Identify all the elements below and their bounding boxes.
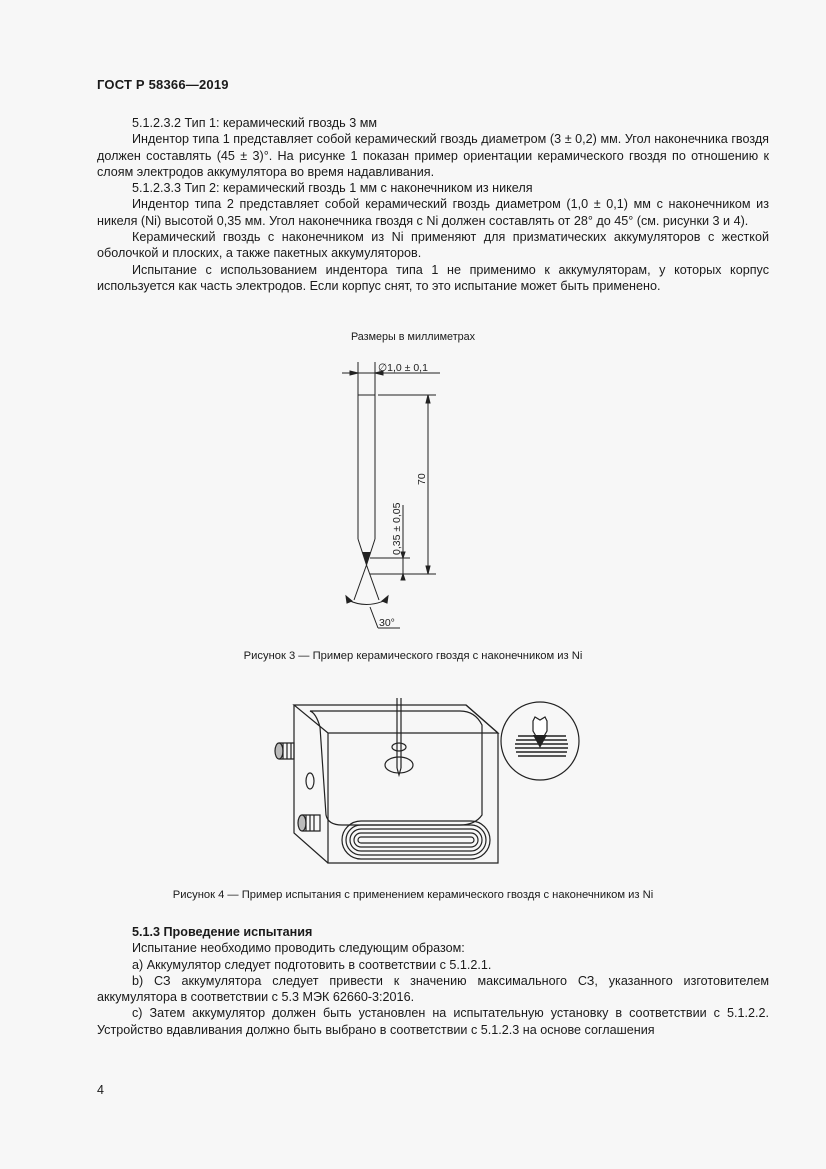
paragraph-type1-limitation: Испытание с использованием индентора типа 1 не применимо к аккумуляторам, у которых корпус используется как часть электродов. Если корпус снят, то это испытание может быть применено.: [97, 262, 769, 293]
figure3-units-note: Размеры в миллиметрах: [350, 331, 476, 343]
section-5-1-3-item-c: c) Затем аккумулятор должен быть установлен на испытательную установку в соответствии с 5.1.2.2. Устройство вдавливания должно быть выбрано в соответствии с 5.1.2.3 на основе соглашения: [97, 1006, 769, 1037]
figure3-diameter-label: ∅1,0 ± 0,1: [378, 362, 428, 374]
top-text-block: [97, 115, 769, 294]
paragraph-type1-description: Индентор типа 1 представляет собой керамический гвоздь диаметром (3 ± 0,2) мм. Угол наконечника гвоздя должен составлять (45 ± 3)°. На рисунке 1 показан пример ориентации керамического гвоздя по отношению к слоям электродов аккумулятора во время надавливания.: [97, 132, 769, 179]
figure4-battery-drawing: [270, 693, 580, 878]
figure4-caption: Рисунок 4 — Пример испытания с применением керамического гвоздя с наконечником из Ni: [172, 889, 654, 901]
page-number: 4: [97, 1083, 104, 1097]
section-5-1-3-title: 5.1.3 Проведение испытания: [132, 925, 313, 939]
figure3-angle-label: 30°: [379, 617, 395, 629]
clause-5-1-2-3-3-title: 5.1.2.3.3 Тип 2: керамический гвоздь 1 мм с наконечником из никеля: [132, 181, 533, 196]
section-5-1-3-intro: Испытание необходимо проводить следующим образом:: [132, 941, 465, 956]
section-5-1-3: [97, 924, 769, 1038]
paragraph-type2-description: Индентор типа 2 представляет собой керамический гвоздь диаметром (1,0 ± 0,1) мм с наконечником из никеля (Ni) высотой 0,35 мм. Угол наконечника гвоздя с Ni должен составлять от 28° до 45° (см. рисунки 3 и 4).: [97, 197, 769, 228]
figure3-length-label: 70: [416, 473, 428, 485]
document-header: ГОСТ Р 58366—2019: [97, 77, 229, 92]
section-5-1-3-item-a: a) Аккумулятор следует подготовить в соответствии с 5.1.2.1.: [132, 957, 492, 972]
figure3-caption: Рисунок 3 — Пример керамического гвоздя с наконечником из Ni: [243, 650, 583, 662]
figure3-tip-label: 0,35 ± 0,05: [391, 502, 403, 555]
clause-5-1-2-3-2-title: 5.1.2.3.2 Тип 1: керамический гвоздь 3 мм: [132, 116, 378, 130]
section-5-1-3-item-b: b) СЗ аккумулятора следует привести к значению максимального СЗ, указанного изготовителем аккумулятора в соответствии с 5.3 МЭК 62660-3:2016.: [97, 973, 769, 1005]
figure3-nail-drawing: [330, 355, 480, 640]
paragraph-ni-application: Керамический гвоздь с наконечником из Ni применяют для призматических аккумуляторов с жесткой оболочкой и плоских, а также пакетных аккумуляторов.: [97, 230, 769, 261]
